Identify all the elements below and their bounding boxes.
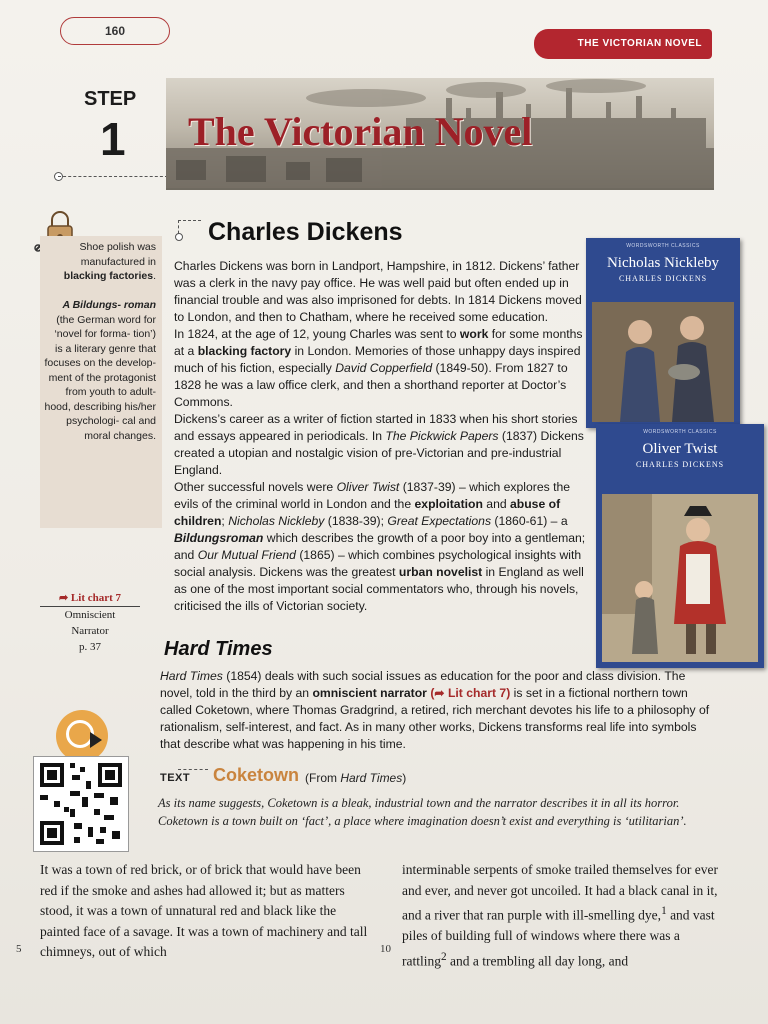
lit-chart-label-text: Lit chart 7 — [70, 592, 122, 604]
book-cover-nicholas-nickleby — [586, 238, 740, 428]
sidebar-glossary — [44, 240, 156, 443]
book-title: Nicholas Nickleby — [606, 255, 720, 271]
book-cover-illustration — [592, 302, 734, 422]
media-play-icon[interactable] — [56, 710, 108, 762]
heading-dot — [175, 233, 183, 241]
dickens-biography — [174, 258, 592, 615]
page-number: 160 — [60, 17, 170, 45]
book-author: CHARLES DICKENS — [618, 274, 708, 283]
text-source: (From Hard Times) — [305, 771, 407, 785]
book-series: WORDSWORTH CLASSICS — [626, 243, 700, 249]
lit-chart-reference[interactable] — [40, 590, 140, 655]
text-label-word: TEXT — [160, 772, 191, 784]
section-heading-hard-times: Hard Times — [164, 638, 273, 660]
step-divider — [58, 176, 168, 177]
lit-chart-page: p. 37 — [79, 641, 101, 653]
lit-chart-link[interactable]: (➦ Lit chart 7) — [430, 686, 511, 700]
bio-paragraph-2: In 1824, at the age of 12, young Charles was sent to work for some months at a blacking factory in London. Memories of those unhappy days inspired much of his fiction, especially David Copperfield (1849-50). From 1827 to 1828 he was a law office clerk, and then a shorthand reporter at Doctor’s Commons. — [174, 327, 583, 409]
step-label: STEP — [84, 88, 137, 110]
chapter-title: The Victorian Novel — [188, 109, 533, 154]
bio-paragraph-3: Dickens’s career as a writer of fiction started in 1833 when his short stories and essays appeared in periodicals. In The Pickwick Papers (1837) Dickens created a utopian and nostalgic vision of pre-Victorian and pre-industrial England. — [174, 412, 584, 477]
lit-chart-line2: Narrator — [71, 625, 109, 637]
excerpt-column-1: It was a town of red brick, or of brick that would have been red if the smoke and ashes had allowed it; but as matters stood, it was a town of unnatural red and black like the painted face of a savage. It was a town of machinery and tall chimneys, out of which — [40, 862, 368, 959]
bio-paragraph-4: Other successful novels were Oliver Twist (1837-39) – which explores the evils of the criminal world in London and the exploitation and abuse of children; Nicholas Nickleby (1838-39); Great Expectations (1860-61) – a Bildungsroman which describes the growth of a poor boy into a gentleman; and Our Mutual Friend (1865) – which combines psychological insights with social analysis. Dickens was the greatest urban novelist in England as well as one of the most important social commentators who, through his novels, criticised the ills of Victorian society. — [174, 480, 586, 613]
note-shoe-polish: Shoe polish was manufactured in — [79, 241, 156, 268]
hard-times-paragraph: Hard Times (1854) deals with such social issues as education for the poor and class division. The novel, told in the third by an omniscient narrator (➦ Lit chart 7) is set in a fictional northern town called Coketown, where Thomas Gradgrind, a retired, rich merchant devotes his life to a philosophy of rationalism, self-interest, and fact. As in many other works, Dickens transforms real life into symbols that describe what was happening in his time. — [160, 669, 710, 751]
book-author: CHARLES DICKENS — [635, 460, 725, 469]
lit-chart-label: ➦ Lit chart 7 — [40, 590, 140, 607]
note-end: . — [153, 270, 156, 282]
play-triangle — [90, 732, 102, 748]
text-introduction: As its name suggests, Coketown is a bleak, industrial town and the narrator describes it in all its horror. Coketown is a town built on ‘fact’, a place where imagination doesn’t exist and everything is ‘utilitarian’. — [158, 796, 687, 828]
note-bildungsroman-def: (the German word for ‘novel for forma- tion’) is a literary genre that focuses on the develop- ment of the protagonist from youth to adult- hood, describing his/her psychologi- cal and moral changes. — [44, 313, 156, 442]
book-cover-oliver-twist — [596, 424, 764, 668]
section-heading-dickens: Charles Dickens — [208, 218, 403, 246]
qr-code[interactable] — [33, 756, 129, 852]
step-number: 1 — [100, 113, 126, 165]
lit-chart-line1: Omniscient — [64, 609, 116, 621]
book-title: Oliver Twist — [642, 441, 718, 457]
note-blacking-factories: blacking factories — [63, 270, 154, 282]
book-series: WORDSWORTH CLASSICS — [643, 429, 717, 435]
running-head: THE VICTORIAN NOVEL — [534, 29, 712, 59]
chapter-banner — [166, 78, 714, 190]
text-label-dots — [178, 769, 208, 770]
text-title: Coketown — [213, 765, 300, 785]
line-number-5: 5 — [16, 943, 22, 955]
text-label — [160, 772, 190, 784]
note-bildungsroman-term: A Bildungs- roman — [62, 299, 156, 311]
excerpt-column-2: interminable serpents of smoke trailed themselves for ever and ever, and never got uncoiled. It had a black canal in it, and a river that ran purple with ill-smelling dye,$^1$ and vast piles of building full of windows where there was a rattling$^2$ and a trembling all day long, and — [402, 862, 719, 968]
book-cover-illustration — [602, 494, 758, 662]
line-number-10: 10 — [380, 943, 391, 955]
bio-paragraph-1: Charles Dickens was born in Landport, Hampshire, in 1812. Dickens’ father was a clerk in the navy pay office. He was well paid but often ended up in financial trouble and was also imprisoned for debts. In 1814 Dickens moved to London, and then to Chatham, where he received some education. — [174, 259, 582, 324]
